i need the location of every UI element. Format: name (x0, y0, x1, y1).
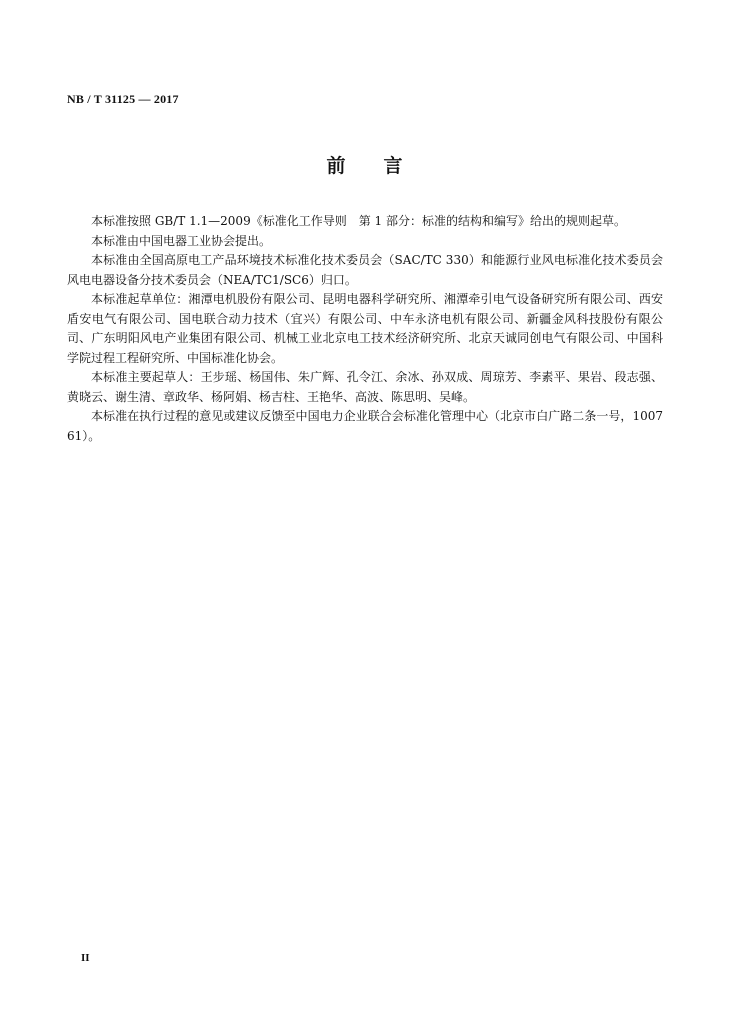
paragraph-responsible-committee: 本标准由全国高原电工产品环境技术标准化技术委员会（SAC/TC 330）和能源行业风电标准化技术委员会风电电器设备分技术委员会（NEA/TC1/SC6）归口。 (67, 253, 663, 287)
title-char-1: 前 (326, 155, 346, 177)
page-number: II (81, 952, 90, 964)
page-title (0, 151, 729, 178)
paragraph-drafting-units: 本标准起草单位：湘潭电机股份有限公司、昆明电器科学研究所、湘潭牵引电气设备研究所有限公司、西安盾安电气有限公司、国电联合动力技术（宜兴）有限公司、中车永济电机有限公司、新疆金风科技股份有限公司、广东明阳风电产业集团有限公司、机械工业北京电工技术经济研究所、北京天诚同创电气有限公司、中国科学院过程工程研究所、中国标准化协会。 (67, 292, 663, 365)
paragraph-feedback: 本标准在执行过程的意见或建议反馈至中国电力企业联合会标准化管理中心（北京市白广路二条一号，100761）。 (67, 409, 663, 443)
paragraph-proposer: 本标准由中国电器工业协会提出。 (91, 233, 272, 248)
title-char-2: 言 (383, 155, 403, 177)
standard-code: NB / T 31125 — 2017 (67, 92, 179, 106)
foreword-body (67, 212, 663, 446)
paragraph-main-drafters: 本标准主要起草人：王步瑶、杨国伟、朱广辉、孔令江、余冰、孙双成、周琼芳、李素平、果岩、段志强、黄晓云、谢生清、章政华、杨阿娟、杨吉柱、王艳华、高波、陈思明、吴峰。 (67, 370, 663, 404)
paragraph-drafting-rules: 本标准按照 GB/T 1.1—2009《标准化工作导则 第 1 部分：标准的结构和编写》给出的规则起草。 (91, 214, 626, 228)
